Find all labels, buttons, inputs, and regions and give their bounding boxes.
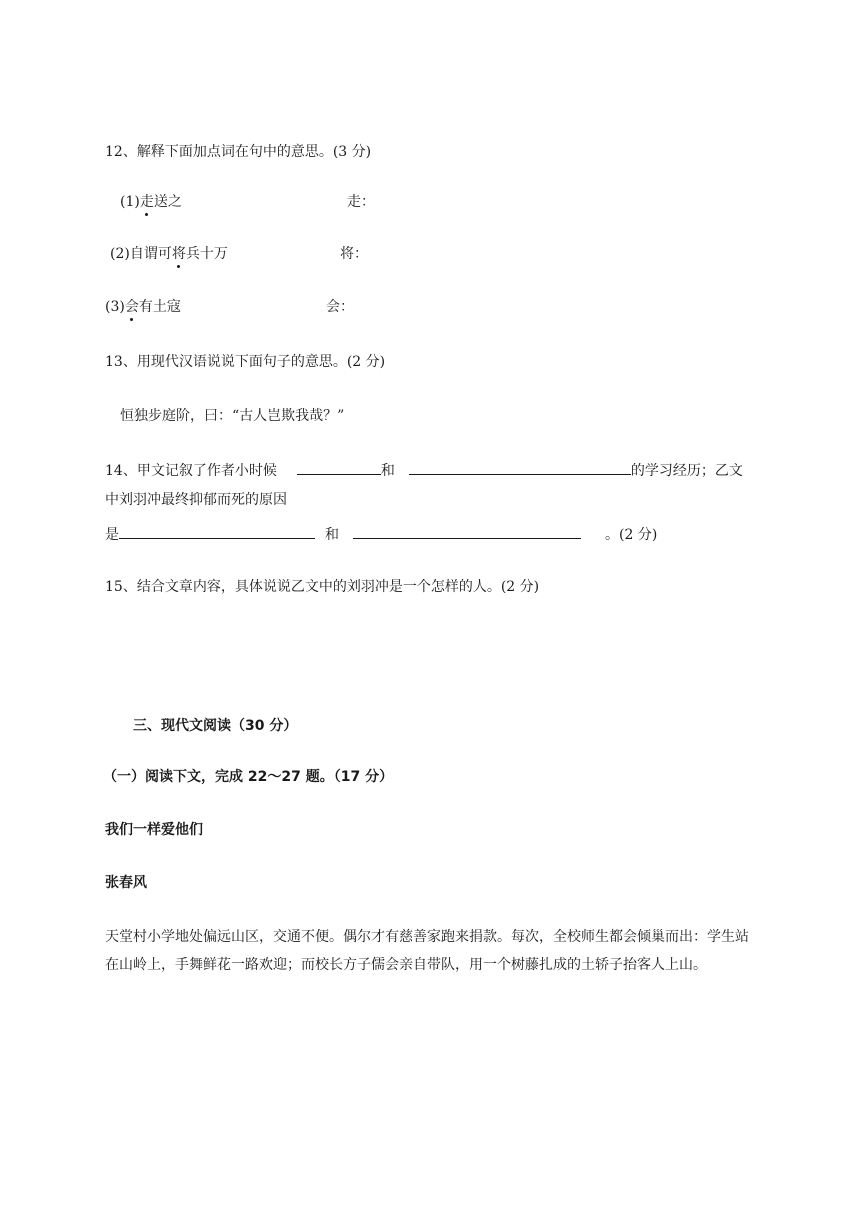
q12-title: 12、解释下面加点词在句中的意思。(3 分) [105, 144, 372, 160]
q12-item-num: (2) [110, 246, 130, 262]
q15-title: 15、结合文章内容，具体说说乙文中的刘羽冲是一个怎样的人。(2 分) [105, 579, 540, 595]
q14-blank-2[interactable] [409, 460, 631, 475]
q12-item-1 [120, 192, 182, 212]
q14-part1: 14、甲文记叙了作者小时候 [105, 463, 277, 479]
q12-item-post: 有土寇 [138, 299, 181, 315]
q12-dotted-word: 会 [124, 299, 139, 315]
article-author: 张春风 [105, 875, 147, 891]
q14-end: 。(2 分) [605, 527, 658, 543]
q14-and-1: 和 [380, 463, 395, 479]
q14-blank-4[interactable] [353, 524, 581, 539]
q12-item-post: 送之 [153, 194, 182, 210]
q12-item-num: (3) [105, 299, 125, 315]
q13-sentence: 恒独步庭阶，曰：“古人岂欺我哉？” [120, 408, 345, 424]
q12-item-post: 兵十万 [185, 246, 228, 262]
q14-blank-1[interactable] [297, 460, 381, 475]
q12-dotted-word: 走 [139, 194, 154, 210]
q12-answer-label-3: 会： [326, 299, 354, 315]
q12-dotted-word: 将 [171, 246, 186, 262]
q14-and-2: 和 [325, 527, 339, 543]
q14-part4: 是 [105, 527, 119, 543]
q14-line-1 [105, 460, 743, 481]
article-paragraph: 天堂村小学地处偏远山区，交通不便。偶尔才有慈善家跑来捐款。每次，全校师生都会倾巢而出：学生站在山岭上，手舞鲜花一路欢迎；而校长方子儒会亲自带队，用一个树藤扎成的土轿子抬客人上山。 [105, 929, 749, 973]
q13-title: 13、用现代汉语说说下面句子的意思。(2 分) [105, 354, 386, 370]
q14-line-3 [105, 524, 657, 545]
q12-item-2 [110, 244, 228, 264]
q14-part2: 的学习经历；乙文 [630, 463, 743, 479]
q12-item-num: (1) [120, 194, 140, 210]
q12-item-pre: 自谓可 [129, 246, 172, 262]
q14-blank-3[interactable] [119, 524, 315, 539]
article-title: 我们一样爱他们 [105, 822, 203, 838]
q12-answer-label-2: 将： [340, 246, 368, 262]
section-heading: 三、现代文阅读（30 分） [133, 718, 298, 734]
q12-item-3 [105, 297, 181, 317]
q14-line-2: 中刘羽冲最终抑郁而死的原因 [105, 492, 287, 508]
q12-answer-label-1: 走： [347, 194, 375, 210]
section-subheading: （一）阅读下文，完成 22～27 题。（17 分） [103, 769, 394, 785]
